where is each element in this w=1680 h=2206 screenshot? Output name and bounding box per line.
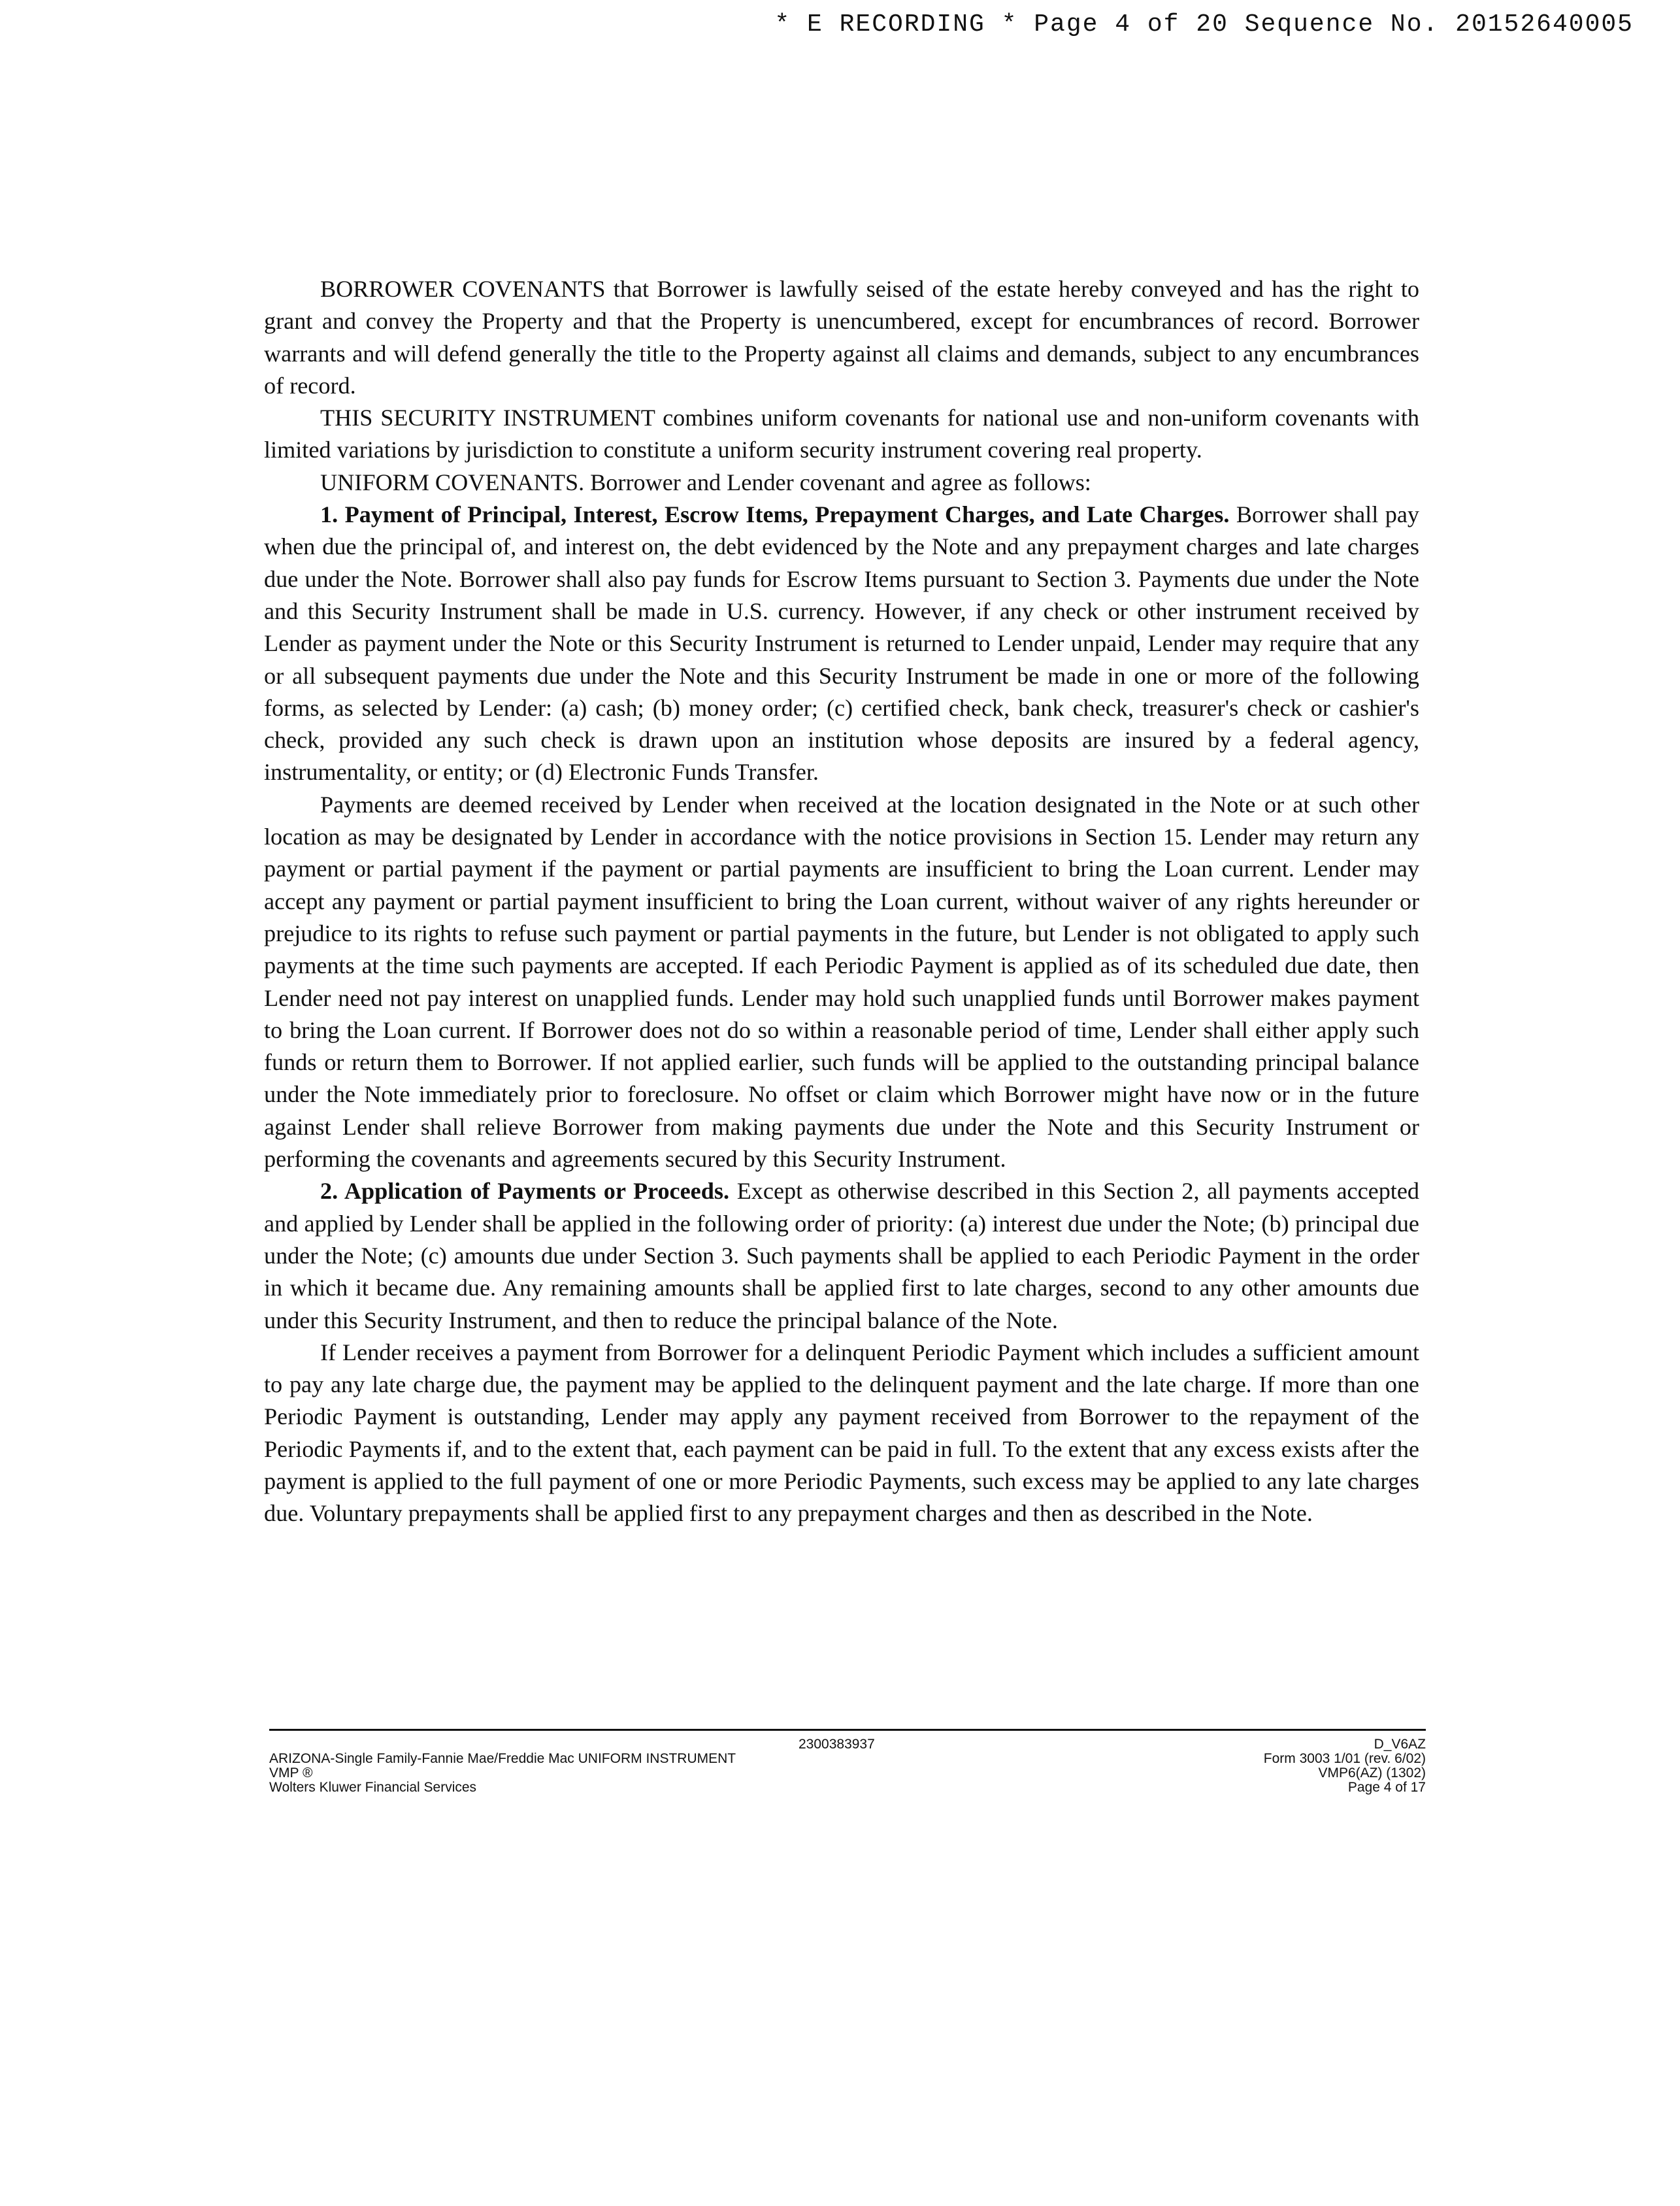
paragraph-delinquent-payment	[264, 1337, 1419, 1530]
paragraph-section-2	[264, 1175, 1419, 1336]
publisher: Wolters Kluwer Financial Services	[269, 1780, 477, 1795]
paragraph-text: BORROWER COVENANTS that Borrower is lawfully seised of the estate hereby conveyed and has the right to grant and convey the Property and that the Property is unencumbered, except for encumbrances of record. Borrower warrants and will defend generally the title to the Property against all claims and demands, subject to any encumbrances of record.	[264, 276, 1419, 399]
section-2-heading: 2. Application of Payments or Proceeds.	[320, 1178, 729, 1205]
document-body	[264, 273, 1419, 1530]
paragraph-text: Except as otherwise described in this Section 2, all payments accepted and applied by Lender shall be applied in the following order of priority: (a) interest due under the Note; (b) principal due under the Note; (c) amounts due under Section 3. Such payments shall be applied to each Periodic Payment in the order in which it became due. Any remaining amounts shall be applied first to late charges, second to any other amounts due under this Security Instrument, and then to reduce the principal balance of the Note.	[264, 1178, 1420, 1333]
section-1-heading: 1. Payment of Principal, Interest, Escrow Items, Prepayment Charges, and Late Charges.	[320, 501, 1230, 528]
paragraph-borrower-covenants	[264, 273, 1419, 402]
footer-right-block	[1264, 1737, 1426, 1795]
paragraph-text: Payments are deemed received by Lender when received at the location designated in the Note or at such other location as may be designated by Lender in accordance with the notice provisions in Section 15. Lender may return any payment or partial payment if the payment or partial payments are insufficient to bring the Loan current. Lender may accept any payment or partial payment insufficient to bring the Loan current, without waiver of any rights hereunder or prejudice to its rights to refuse such payment or partial payments in the future, but Lender is not obligated to apply such payments at the time such payments are accepted. If each Periodic Payment is applied as of its scheduled due date, then Lender need not pay interest on unapplied funds. Lender may hold such unapplied funds until Borrower makes payment to bring the Loan current. If Borrower does not do so within a reasonable period of time, Lender shall either apply such funds or return them to Borrower. If not applied earlier, such funds will be applied to the outstanding principal balance under the Note immediately prior to foreclosure. No offset or claim which Borrower might have now or in the future against Lender shall relieve Borrower from making payments due under the Note and this Security Instrument or performing the covenants and agreements secured by this Security Instrument.	[264, 791, 1419, 1173]
paragraph-text: Borrower shall pay when due the principal of, and interest on, the debt evidenced by the Note and any prepayment charges and late charges due under the Note. Borrower shall also pay funds for Escrow Items pursuant to Section 3. Payments due under the Note and this Security Instrument shall be made in U.S. currency. However, if any check or other instrument received by Lender as payment under the Note or this Security Instrument is returned to Lender unpaid, Lender may require that any or all subsequent payments due under the Note and this Security Instrument be made in one or more of the following forms, as selected by Lender: (a) cash; (b) money order; (c) certified check, bank check, treasurer's check or cashier's check, provided any such check is drawn upon an institution whose deposits are insured by a federal agency, instrumentality, or entity; or (d) Electronic Funds Transfer.	[264, 501, 1419, 786]
footer-left-block	[269, 1752, 736, 1795]
paragraph-text: If Lender receives a payment from Borrower for a delinquent Periodic Payment which includes a sufficient amount to pay any late charge due, the payment may be applied to the delinquent payment and the late charge. If more than one Periodic Payment is outstanding, Lender may apply any payment received from Borrower to the repayment of the Periodic Payments if, and to the extent that, each payment can be paid in full. To the extent that any excess exists after the payment is applied to the full payment of one or more Periodic Payments, such excess may be applied to any late charges due. Voluntary prepayments shall be applied first to any prepayment charges and then as described in the Note.	[264, 1339, 1419, 1527]
form-title: ARIZONA-Single Family-Fannie Mae/Freddie Mac UNIFORM INSTRUMENT	[269, 1751, 736, 1766]
paragraph-text: UNIFORM COVENANTS. Borrower and Lender covenant and agree as follows:	[320, 469, 1091, 495]
paragraph-payments-received	[264, 789, 1419, 1176]
paragraph-section-1	[264, 499, 1419, 789]
footer-rule	[269, 1729, 1426, 1731]
recording-header: * E RECORDING * Page 4 of 20 Sequence No. 20152640005	[774, 10, 1634, 39]
page-label: Page 4 of 17	[1347, 1780, 1426, 1795]
loan-number: 2300383937	[799, 1737, 875, 1752]
paragraph-security-instrument	[264, 402, 1419, 467]
paragraph-text: THIS SECURITY INSTRUMENT combines uniform covenants for national use and non-uniform covenants with limited variations by jurisdiction to constitute a uniform security instrument covering real property.	[264, 405, 1419, 463]
vmp-mark: VMP ®	[269, 1765, 313, 1780]
doc-code: D_V6AZ	[1374, 1737, 1426, 1752]
footer	[269, 1737, 1426, 1829]
form-number: Form 3003 1/01 (rev. 6/02)	[1263, 1751, 1426, 1766]
vmp-code: VMP6(AZ) (1302)	[1318, 1765, 1426, 1780]
paragraph-uniform-covenants	[264, 467, 1419, 499]
